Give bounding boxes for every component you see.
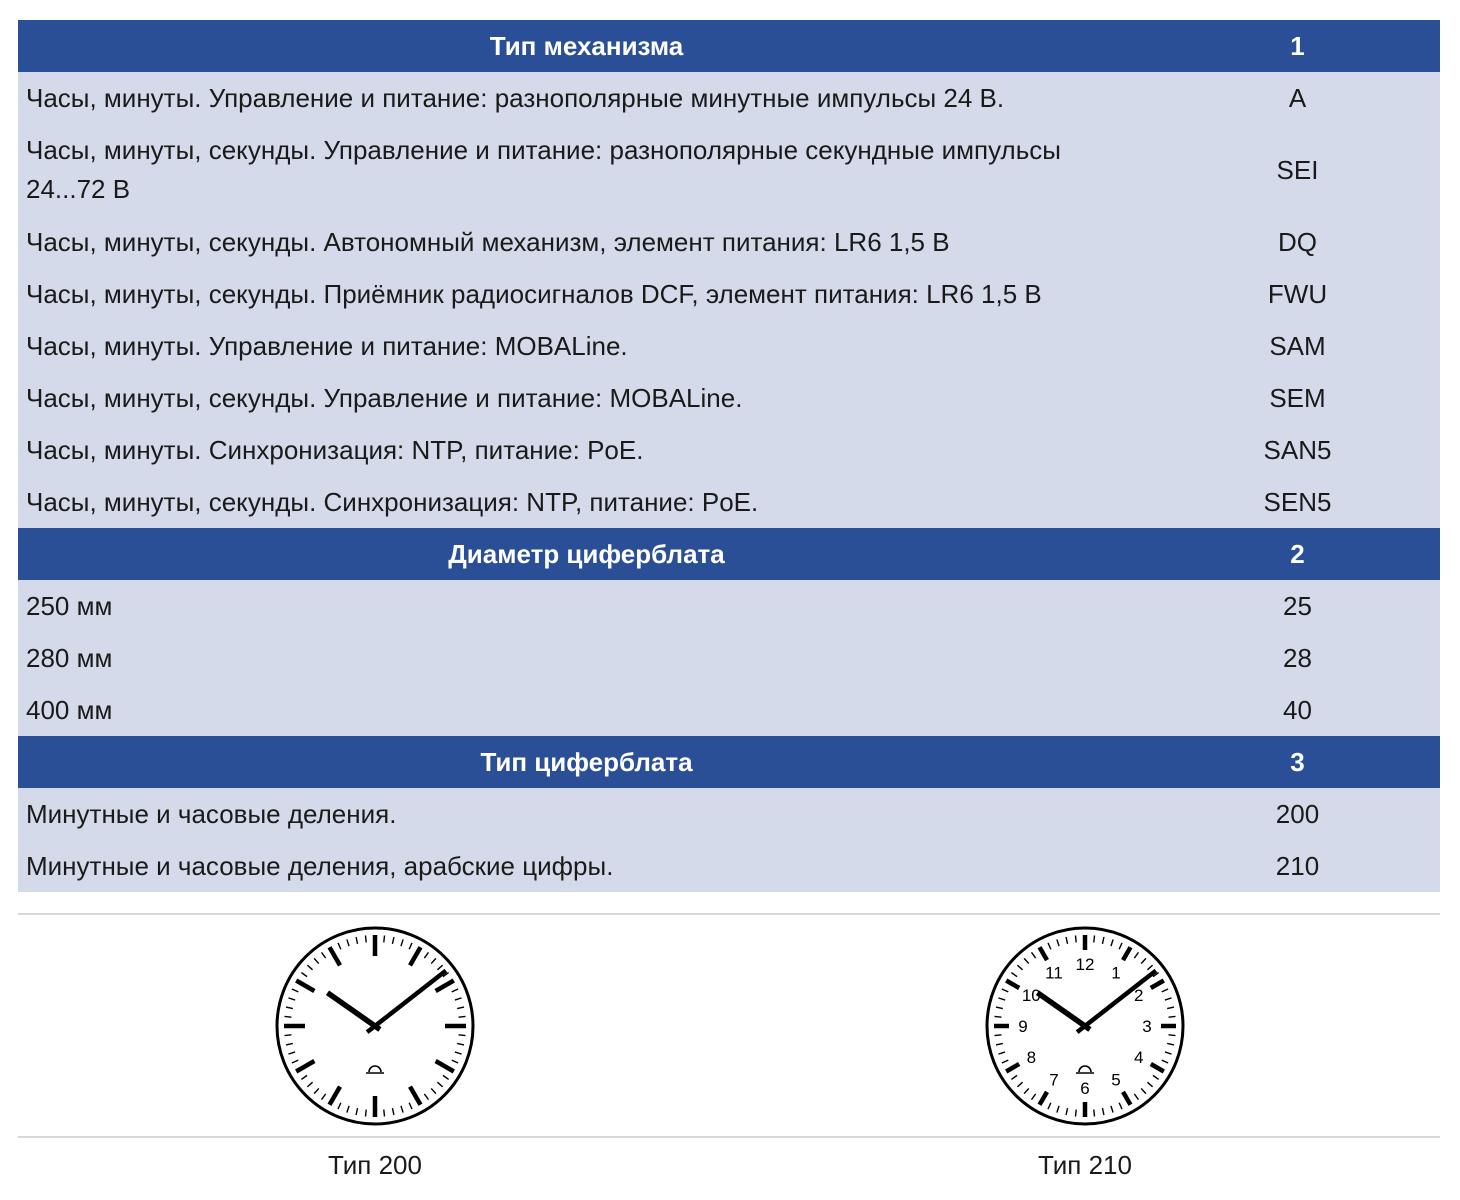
row-code: SEM <box>1155 372 1440 424</box>
minute-tick <box>365 935 366 942</box>
row-description: Часы, минуты, секунды. Приёмник радиосигналов DCF, элемент питания: LR6 1,5 В <box>18 268 1155 320</box>
table-row <box>18 632 1440 684</box>
table-row <box>18 424 1440 476</box>
table-row <box>18 372 1440 424</box>
table-row <box>18 268 1440 320</box>
minute-tick <box>459 1016 466 1017</box>
minute-tick <box>284 1016 291 1017</box>
minute-tick <box>365 1110 366 1117</box>
dial-numeral: 8 <box>1026 1048 1037 1067</box>
table-row <box>18 124 1440 216</box>
minute-tick <box>1075 935 1076 942</box>
row-code: 200 <box>1155 788 1440 840</box>
minute-tick <box>459 1035 466 1036</box>
minute-tick <box>1169 1016 1176 1017</box>
row-code: SEI <box>1155 124 1440 216</box>
dial-numeral: 11 <box>1045 963 1063 983</box>
minute-tick <box>994 1016 1001 1017</box>
dial-numeral: 10 <box>1021 986 1041 1005</box>
dial-numeral: 2 <box>1133 986 1144 1005</box>
row-code: SEN5 <box>1155 476 1440 528</box>
section-code: 3 <box>1155 736 1440 788</box>
section-title: Диаметр циферблата <box>18 528 1155 580</box>
section-header-mechanism <box>18 20 1440 72</box>
row-code: SAM <box>1155 320 1440 372</box>
table-row <box>18 788 1440 840</box>
minute-tick <box>284 1035 291 1036</box>
dial-numeral: 3 <box>1142 1017 1152 1036</box>
row-code: SAN5 <box>1155 424 1440 476</box>
dial-numeral: 9 <box>1018 1017 1028 1036</box>
table-row <box>18 72 1440 124</box>
section-title: Тип механизма <box>18 20 1155 72</box>
row-description: Часы, минуты, секунды. Автономный механизм, элемент питания: LR6 1,5 В <box>18 216 1155 268</box>
table-row <box>18 216 1440 268</box>
row-code: 40 <box>1155 684 1440 736</box>
row-description: Часы, минуты. Управление и питание: MOBALine. <box>18 320 1155 372</box>
row-description: Минутные и часовые деления. <box>18 788 1155 840</box>
dial-numeral: 4 <box>1133 1048 1144 1067</box>
row-description: 400 мм <box>18 684 1155 736</box>
table-row <box>18 684 1440 736</box>
section-title: Тип циферблата <box>18 736 1155 788</box>
row-description: 250 мм <box>18 580 1155 632</box>
dial-caption-type-210: Тип 210 <box>1038 1150 1132 1180</box>
row-code: DQ <box>1155 216 1440 268</box>
table-row <box>18 476 1440 528</box>
table-row <box>18 580 1440 632</box>
table-row <box>18 320 1440 372</box>
minute-tick <box>1094 1110 1095 1117</box>
row-code: 28 <box>1155 632 1440 684</box>
row-description: Часы, минуты. Синхронизация: NTP, питание: PoE. <box>18 424 1155 476</box>
minute-tick <box>1169 1035 1176 1036</box>
table-row <box>18 840 1440 892</box>
section-code: 2 <box>1155 528 1440 580</box>
row-description: Часы, минуты, секунды. Управление и питание: разнополярные секундные импульсы 24...72 В <box>18 124 1155 216</box>
clock-dial-type-210-image <box>984 925 1186 1127</box>
divider-bottom <box>18 1136 1440 1138</box>
row-code: 210 <box>1155 840 1440 892</box>
minute-tick <box>1075 1110 1076 1117</box>
minute-tick <box>384 1110 385 1117</box>
section-header-dial-diameter <box>18 528 1440 580</box>
row-description: 280 мм <box>18 632 1155 684</box>
section-code: 1 <box>1155 20 1440 72</box>
dial-caption-type-200: Тип 200 <box>328 1150 422 1180</box>
row-code: 25 <box>1155 580 1440 632</box>
section-header-dial-type <box>18 736 1440 788</box>
minute-tick <box>994 1035 1001 1036</box>
clock-dial-type-200-image <box>274 925 476 1127</box>
minute-tick <box>1094 935 1095 942</box>
dial-numeral: 7 <box>1049 1070 1059 1090</box>
spec-table <box>18 20 1440 892</box>
row-description: Минутные и часовые деления, арабские цифры. <box>18 840 1155 892</box>
dial-numeral: 5 <box>1111 1070 1121 1090</box>
row-code: FWU <box>1155 268 1440 320</box>
row-description: Часы, минуты. Управление и питание: разнополярные минутные импульсы 24 В. <box>18 72 1155 124</box>
row-description: Часы, минуты, секунды. Синхронизация: NTP, питание: PoE. <box>18 476 1155 528</box>
dial-numeral: 6 <box>1080 1079 1090 1098</box>
minute-tick <box>384 935 385 942</box>
dial-numeral: 12 <box>1075 955 1095 974</box>
row-code: A <box>1155 72 1440 124</box>
divider-top <box>18 913 1440 915</box>
row-description: Часы, минуты, секунды. Управление и питание: MOBALine. <box>18 372 1155 424</box>
dial-numeral: 1 <box>1111 963 1121 983</box>
